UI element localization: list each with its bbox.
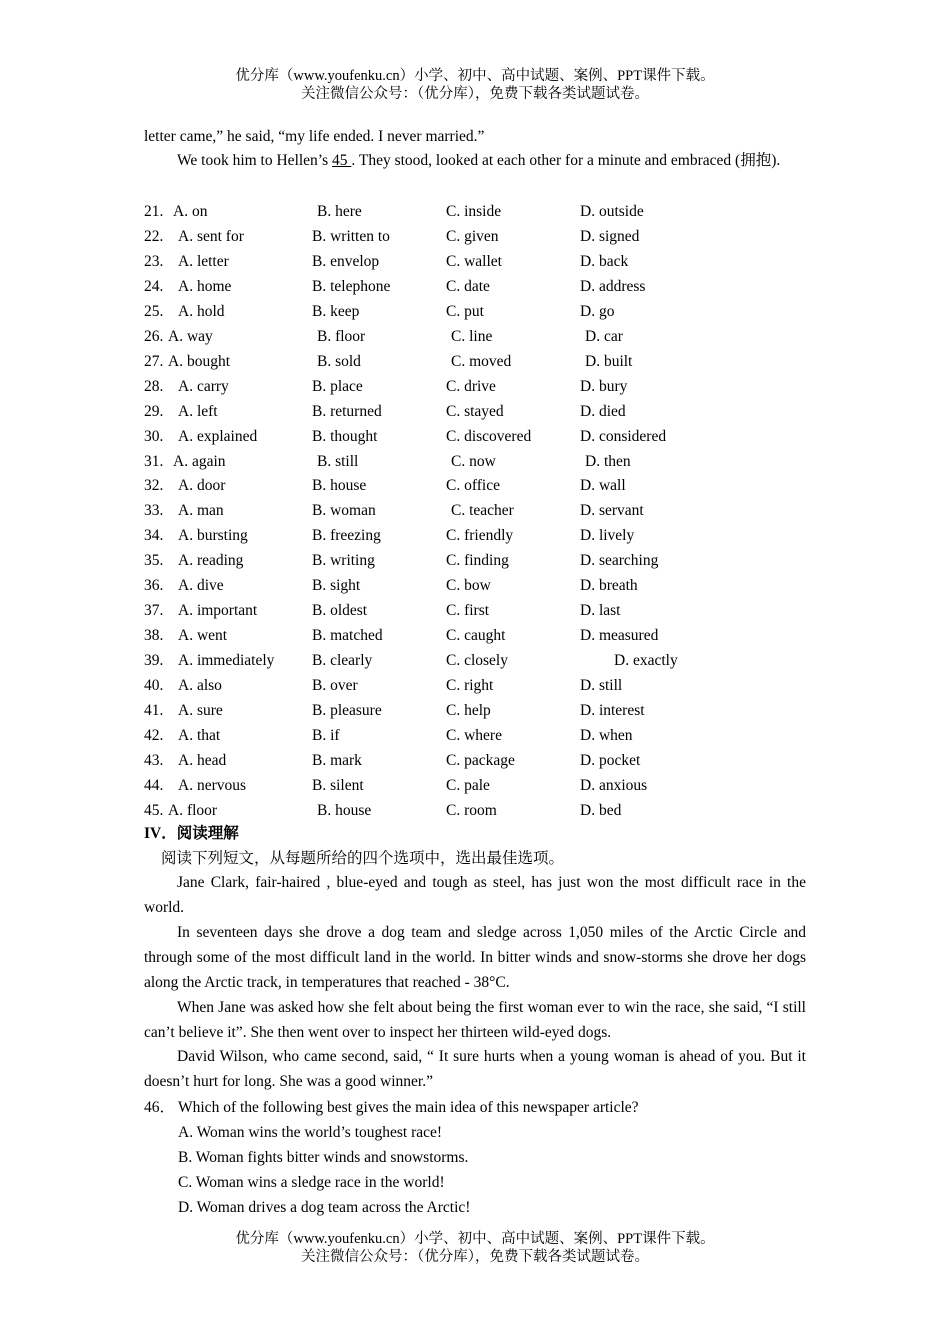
cloze-number: 33. xyxy=(144,502,164,520)
cloze-option-d: D. wall xyxy=(580,477,626,495)
cloze-number: 24. xyxy=(144,277,164,295)
cloze-option-a: A. floor xyxy=(168,801,218,819)
cloze-row xyxy=(144,773,806,798)
cloze-option-a: A. head xyxy=(178,751,227,769)
cloze-number: 31. xyxy=(144,452,164,470)
cloze-row xyxy=(144,349,806,374)
cloze-option-d: D. outside xyxy=(580,203,644,220)
cloze-number: 38. xyxy=(144,627,164,645)
cloze-option-a: A. hold xyxy=(178,302,225,320)
cloze-row xyxy=(144,523,806,548)
cloze-option-a: A. again xyxy=(173,452,226,470)
cloze-row xyxy=(144,598,806,623)
cloze-option-d: D. exactly xyxy=(614,652,678,670)
cloze-number: 34. xyxy=(144,527,164,545)
cloze-option-b: B. place xyxy=(312,377,363,395)
cloze-option-d: D. breath xyxy=(580,577,638,595)
cloze-option-b: B. written to xyxy=(312,227,390,245)
blank-45: 45 xyxy=(332,152,352,169)
cloze-row xyxy=(144,249,806,274)
cloze-option-d: D. go xyxy=(580,302,615,320)
passage-text-before-blank: We took him to Hellen’s xyxy=(177,152,333,169)
question-46-option-a: A. Woman wins the world’s toughest race! xyxy=(178,1124,443,1141)
cloze-option-b: B. mark xyxy=(312,751,362,769)
cloze-row xyxy=(144,473,806,498)
cloze-number: 44. xyxy=(144,776,164,794)
cloze-option-c: C. help xyxy=(446,702,491,719)
cloze-option-b: B. woman xyxy=(312,502,376,520)
cloze-number: 41. xyxy=(144,702,164,719)
cloze-option-d: D. when xyxy=(580,726,633,744)
cloze-row xyxy=(144,573,806,598)
cloze-row xyxy=(144,199,806,224)
cloze-option-a: A. on xyxy=(173,203,208,220)
cloze-row xyxy=(144,299,806,324)
cloze-option-a: A. home xyxy=(178,277,232,295)
cloze-row xyxy=(144,723,806,748)
cloze-option-a: A. sure xyxy=(178,702,223,719)
page-footer-line-2: 关注微信公众号：（优分库），免费下载各类试题试卷。 xyxy=(301,1249,649,1265)
cloze-number: 27. xyxy=(144,352,164,370)
cloze-option-c: C. given xyxy=(446,227,499,245)
cloze-number: 29. xyxy=(144,402,164,420)
cloze-option-b: B. clearly xyxy=(312,652,373,670)
cloze-number: 32. xyxy=(144,477,164,495)
cloze-option-b: B. house xyxy=(317,801,372,819)
cloze-option-c: C. inside xyxy=(446,203,502,220)
cloze-option-d: D. pocket xyxy=(580,751,641,769)
cloze-option-a: A. letter xyxy=(178,252,229,270)
cloze-number: 23. xyxy=(144,252,164,270)
passage-text-after-blank: . They stood, looked at each other for a minute and embraced (拥抱). xyxy=(351,152,781,169)
cloze-option-b: B. returned xyxy=(312,402,382,420)
cloze-option-d: D. lively xyxy=(580,527,635,545)
cloze-option-b: B. thought xyxy=(312,427,378,445)
cloze-option-b: B. house xyxy=(312,477,367,495)
cloze-row xyxy=(144,324,806,349)
reading-paragraph-2: In seventeen days she drove a dog team and sledge across 1,050 miles of the Arctic Circle and through some of the most difficult land in the world. In bitter winds and snow-storms she drove her dogs along the Arctic track, in temperatures that reached - 38°C. xyxy=(144,924,806,991)
section-instruction: 阅读下列短文，从每题所给的四个选项中，选出最佳选项。 xyxy=(161,850,565,867)
cloze-option-d: D. bed xyxy=(580,801,622,819)
passage-last-paragraph xyxy=(144,149,806,174)
cloze-option-c: C. line xyxy=(451,327,493,345)
cloze-number: 30. xyxy=(144,427,164,445)
cloze-number: 40. xyxy=(144,677,164,695)
question-46-option-d: D. Woman drives a dog team across the Arctic! xyxy=(178,1199,471,1216)
cloze-option-a: A. way xyxy=(168,327,213,345)
cloze-option-b: B. if xyxy=(312,726,340,744)
reading-paragraph-1: Jane Clark, fair-haired , blue-eyed and tough as steel, has just won the most difficult race in the world. xyxy=(144,874,806,916)
cloze-option-d: D. car xyxy=(585,327,623,345)
question-46 xyxy=(144,1095,806,1120)
cloze-number: 28. xyxy=(144,377,164,395)
cloze-option-b: B. here xyxy=(317,203,362,220)
cloze-row xyxy=(144,548,806,573)
cloze-option-c: C. teacher xyxy=(451,502,514,520)
cloze-option-d: D. bury xyxy=(580,377,628,395)
section-title: IV．阅读理解 xyxy=(144,825,239,842)
cloze-option-c: C. put xyxy=(446,302,484,320)
cloze-option-c: C. moved xyxy=(451,352,512,370)
cloze-option-c: C. finding xyxy=(446,552,509,570)
cloze-number: 26. xyxy=(144,327,164,345)
cloze-option-a: A. dive xyxy=(178,577,224,595)
cloze-option-d: D. interest xyxy=(580,702,645,719)
cloze-option-a: A. that xyxy=(178,726,221,744)
cloze-option-b: B. over xyxy=(312,677,358,695)
cloze-row xyxy=(144,224,806,249)
cloze-row xyxy=(144,399,806,424)
cloze-option-a: A. bursting xyxy=(178,527,248,545)
cloze-option-c: C. caught xyxy=(446,627,506,645)
cloze-option-a: A. man xyxy=(178,502,224,520)
cloze-option-c: C. friendly xyxy=(446,527,514,545)
cloze-option-c: C. office xyxy=(446,477,500,495)
cloze-option-b: B. floor xyxy=(317,327,366,345)
reading-paragraph-4: David Wilson, who came second, said, “ It sure hurts when a young woman is ahead of you. But it doesn’t hurt for long. She was a good winner.” xyxy=(144,1048,806,1090)
cloze-option-d: D. back xyxy=(580,252,629,270)
cloze-option-c: C. discovered xyxy=(446,427,532,445)
cloze-option-a: A. bought xyxy=(168,352,230,370)
cloze-option-c: C. right xyxy=(446,677,494,695)
cloze-option-d: D. searching xyxy=(580,552,659,570)
cloze-row xyxy=(144,673,806,698)
cloze-number: 39. xyxy=(144,652,164,670)
cloze-option-d: D. servant xyxy=(580,502,644,520)
cloze-option-c: C. first xyxy=(446,602,490,620)
cloze-number: 42. xyxy=(144,726,164,744)
cloze-number: 36. xyxy=(144,577,164,595)
cloze-option-c: C. pale xyxy=(446,776,490,794)
question-46-number: 46． xyxy=(144,1099,176,1116)
question-46-stem: Which of the following best gives the main idea of this newspaper article? xyxy=(178,1099,639,1116)
cloze-row xyxy=(144,449,806,474)
cloze-option-b: B. sight xyxy=(312,577,361,595)
cloze-option-c: C. drive xyxy=(446,377,496,395)
cloze-option-a: A. explained xyxy=(178,427,258,445)
cloze-option-a: A. went xyxy=(178,627,228,645)
cloze-option-b: B. envelop xyxy=(312,252,380,270)
cloze-option-b: B. pleasure xyxy=(312,702,382,719)
cloze-option-a: A. door xyxy=(178,477,226,495)
cloze-row xyxy=(144,748,806,773)
cloze-option-d: D. measured xyxy=(580,627,659,645)
cloze-option-b: B. oldest xyxy=(312,602,368,620)
cloze-option-b: B. still xyxy=(317,452,359,470)
cloze-option-d: D. signed xyxy=(580,227,640,245)
cloze-option-c: C. date xyxy=(446,277,490,295)
cloze-row xyxy=(144,424,806,449)
question-46-option-b: B. Woman fights bitter winds and snowstorms. xyxy=(178,1149,469,1166)
page-header-line-2: 关注微信公众号：（优分库），免费下载各类试题试卷。 xyxy=(301,86,649,102)
passage-continuation: letter came,” he said, “my life ended. I never married.” xyxy=(144,128,485,145)
cloze-option-a: A. also xyxy=(178,677,222,695)
cloze-option-b: B. sold xyxy=(317,352,361,370)
cloze-number: 21. xyxy=(144,203,164,220)
question-46-option-c: C. Woman wins a sledge race in the world! xyxy=(178,1174,445,1191)
cloze-option-b: B. keep xyxy=(312,302,360,320)
cloze-option-c: C. now xyxy=(451,452,496,470)
cloze-option-d: D. died xyxy=(580,402,626,420)
cloze-option-a: A. left xyxy=(178,402,218,420)
cloze-option-a: A. nervous xyxy=(178,776,247,794)
cloze-option-c: C. wallet xyxy=(446,252,502,270)
cloze-row xyxy=(144,274,806,299)
cloze-row xyxy=(144,374,806,399)
cloze-row xyxy=(144,648,806,673)
cloze-option-a: A. sent for xyxy=(178,227,244,245)
cloze-number: 43. xyxy=(144,751,164,769)
cloze-row xyxy=(144,623,806,648)
cloze-option-b: B. matched xyxy=(312,627,383,645)
cloze-number: 37. xyxy=(144,602,164,620)
cloze-option-a: A. important xyxy=(178,602,258,620)
cloze-option-c: C. package xyxy=(446,751,515,769)
cloze-option-d: D. considered xyxy=(580,427,667,445)
cloze-option-a: A. reading xyxy=(178,552,244,570)
cloze-option-d: D. then xyxy=(585,452,631,470)
cloze-number: 35. xyxy=(144,552,164,570)
cloze-row xyxy=(144,798,806,823)
cloze-number: 25. xyxy=(144,302,164,320)
cloze-option-c: C. where xyxy=(446,726,502,744)
cloze-option-b: B. silent xyxy=(312,776,364,794)
cloze-option-a: A. immediately xyxy=(178,652,275,670)
page-footer-line-1: 优分库（www.youfenku.cn）小学、初中、高中试题、案例、PPT课件下载。 xyxy=(235,1231,715,1247)
cloze-number: 45. xyxy=(144,801,164,819)
cloze-option-b: B. freezing xyxy=(312,527,381,545)
cloze-number: 22. xyxy=(144,227,164,245)
cloze-option-d: D. last xyxy=(580,602,621,620)
cloze-option-c: C. room xyxy=(446,801,497,819)
reading-paragraph-3: When Jane was asked how she felt about being the first woman ever to win the race, she said, “I still can’t believe it”. She then went over to inspect her thirteen wild-eyed dogs. xyxy=(144,999,806,1041)
cloze-option-b: B. telephone xyxy=(312,277,391,295)
cloze-option-d: D. anxious xyxy=(580,776,648,794)
cloze-option-d: D. address xyxy=(580,277,646,295)
cloze-row xyxy=(144,498,806,523)
cloze-option-c: C. bow xyxy=(446,577,491,595)
cloze-option-c: C. closely xyxy=(446,652,508,670)
cloze-option-b: B. writing xyxy=(312,552,375,570)
cloze-row xyxy=(144,698,806,723)
cloze-option-a: A. carry xyxy=(178,377,229,395)
cloze-option-c: C. stayed xyxy=(446,402,504,420)
cloze-option-d: D. built xyxy=(585,352,633,370)
page-header-line-1: 优分库（www.youfenku.cn）小学、初中、高中试题、案例、PPT课件下载。 xyxy=(235,68,715,84)
cloze-option-d: D. still xyxy=(580,677,623,695)
